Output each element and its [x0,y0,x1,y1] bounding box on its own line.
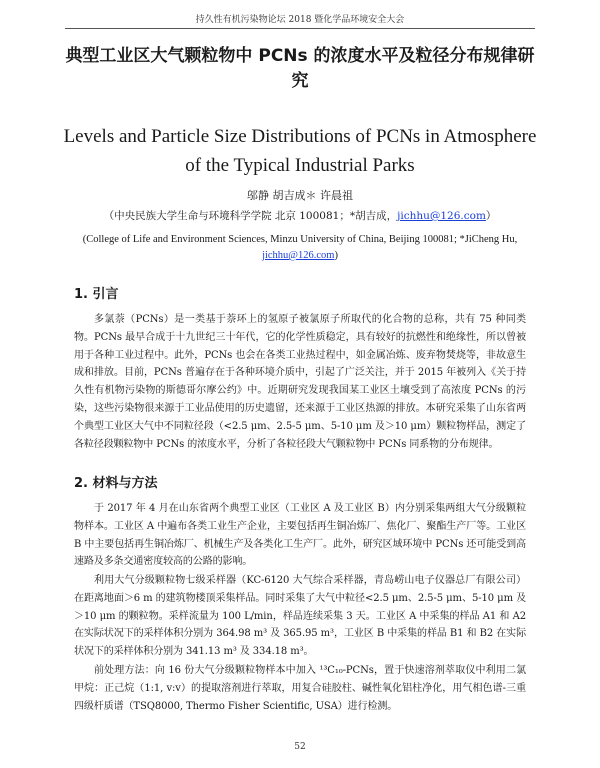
affiliation-en-text: (College of Life and Environment Sciences, Minzu University of China, Beijing 100081; *JiCheng Hu, [82,234,518,245]
corresponding-email-link-en[interactable]: jichhu@126.com [262,250,335,261]
affiliation-en [68,232,532,264]
running-header: 持久性有机污染物论坛 2018 暨化学品环境安全大会 [65,12,535,29]
intro-paragraph: 多氯萘（PCNs）是一类基于萘环上的氢原子被氯原子所取代的化合物的总称，共有 75 种同类物。PCNs 最早合成于十九世纪三十年代，它的化学性质稳定，具有较好的抗燃性和绝缘性，所以曾被用于各种工业过程中。此外，PCNs 也会在各类工业热过程中，如金属冶炼、废弃物焚烧等，非故意生成和排放。目前，PCNs 普遍存在于各种环境介质中，引起了广泛关注，并于 2015 年被列入《关于持久性有机物污染物的斯德哥尔摩公约》中。近期研究发现我国某工业区土壤受到了高浓度 PCNs 的污染，这些污染物很来源于工业品使用的历史遗留，还来源于工业区热源的排放。本研究采集了山东省两个典型工业区大气中不同粒径段（<2.5 μm、2.5-5 μm、5-10 μm 及＞10 μm）颗粒物样品，测定了各粒径段颗粒物中 PCNs 的浓度水平，分析了各粒径段大气颗粒物中 PCNs 同系物的分布规律。 [74,314,526,450]
affiliation-cn-close: ） [485,210,497,222]
methods-paragraph-2: 利用大气分级颗粒物七级采样器（KC-6120 大气综合采样器，青岛崂山电子仪器总厂有限公司）在距离地面＞6 m 的建筑物楼顶采集样品。同时采集了大气中粒径<2.5 μm、2.5-5 μm、5-10 μm 及＞10 μm 的颗粒物。采样流量为 100 L/min，样品连续采集 3 天。工业区 A 中采集的样品 A1 和 A2 在实际状况下的采样体积分别为 364.98 m³ 及 365.95 m³，工业区 B 中采集的样品 B1 和 B2 在实际状况下的采样体积分别为 341.13 m³ 及 334.18 m³。 [74,575,526,658]
author-list: 邬静 胡吉成＊ 许晨祖 [247,189,353,202]
page-number: 52 [294,742,306,752]
paper-title-cn: 典型工业区大气颗粒物中 PCNs 的浓度水平及粒径分布规律研究 [65,46,535,91]
paper-title-en: Levels and Particle Size Distributions of PCNs in Atmosphere of the Typical Industrial Parks [63,126,537,176]
affiliation-en-close: ) [334,250,338,261]
section-heading-introduction: 1. 引言 [74,287,119,302]
affiliation-cn-text: （中央民族大学生命与环境科学学院 北京 100081；*胡吉成， [103,210,398,222]
section-heading-methods: 2. 材料与方法 [74,476,158,491]
corresponding-email-link[interactable]: jichhu@126.com [397,210,486,222]
methods-paragraph-1: 于 2017 年 4 月在山东省两个典型工业区（工业区 A 及工业区 B）内分别采集两组大气分级颗粒物样本。工业区 A 中遍布各类工业生产企业，主要包括再生铜冶炼厂、焦化厂、聚酯生产厂等。工业区 B 中主要包括再生铜冶炼厂、机械生产及各类化工生产厂。此外，研究区域环境中 PCNs 还可能受到高速路及多条交通密度较高的公路的影响。 [74,503,526,568]
methods-paragraph-3: 前处理方法：向 16 份大气分级颗粒物样本中加入 ¹³C₁₀-PCNs，置于快速溶剂萃取仪中利用二氯甲烷：正己烷（1:1, v:v）的提取溶剂进行萃取，用复合硅胶柱、碱性氧化铝柱净化，用气相色谱-三重四级杆质谱（TSQ8000, Thermo Fisher Scientific, USA）进行检测。 [74,665,526,712]
affiliation-cn [62,208,538,223]
